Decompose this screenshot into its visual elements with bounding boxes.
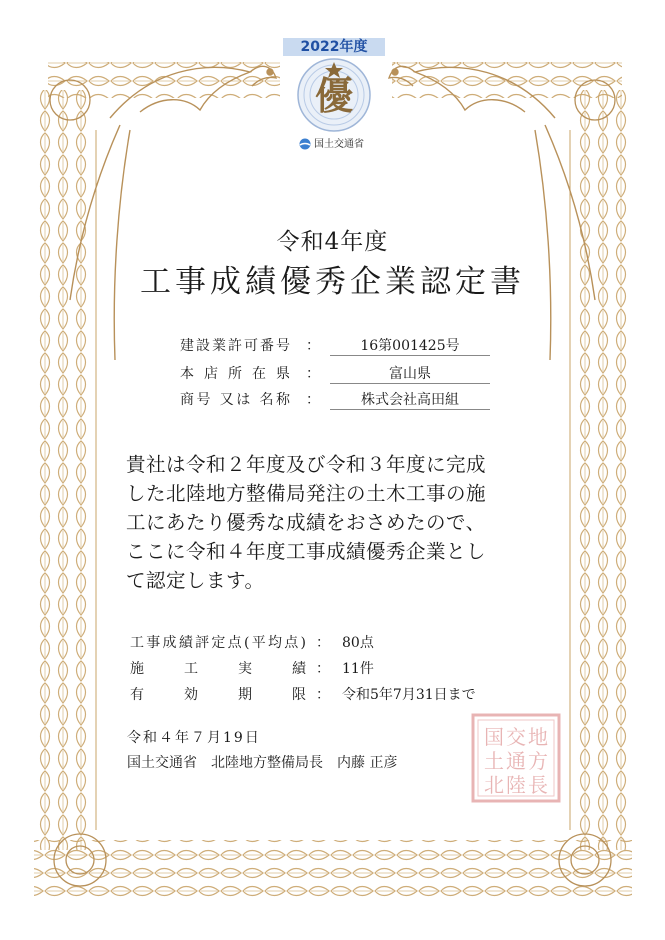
info-colon: ： — [306, 392, 320, 408]
certificate-year-title: 令和4年度 — [276, 229, 389, 255]
info-value: 富山県 — [389, 366, 431, 382]
info-row-license — [170, 333, 490, 357]
stat-row-score — [130, 632, 550, 654]
body-line: 貴社は令和２年度及び令和３年度に完成 — [126, 453, 487, 476]
phoenix-right-icon — [389, 66, 595, 360]
issuer-title: 北陸地方整備局長 — [211, 755, 323, 771]
stat-row-record — [130, 658, 550, 680]
info-label: 建設業許可番号 — [180, 338, 290, 354]
issuer-line — [127, 752, 411, 772]
issuer-ministry: 国土交通省 — [127, 755, 197, 771]
stat-value: 11件 — [342, 661, 374, 677]
body-line: ここに令和４年度工事成績優秀企業とし — [126, 540, 487, 563]
stat-row-expiry — [130, 684, 550, 706]
stat-colon: ： — [316, 687, 330, 703]
info-value: 株式会社高田組 — [361, 392, 459, 408]
stat-value: 令和5年7月31日まで — [342, 687, 476, 703]
body-line: した北陸地方整備局発注の土木工事の施 — [126, 482, 487, 505]
stat-label: 有効期限 — [130, 687, 306, 703]
svg-text:方: 方 — [528, 749, 548, 773]
info-underline — [330, 355, 490, 356]
svg-text:通: 通 — [506, 749, 526, 773]
info-row-prefecture — [170, 361, 490, 385]
stat-label: 施工実績 — [130, 661, 306, 677]
svg-text:土: 土 — [484, 749, 504, 773]
emblem-ministry — [299, 135, 385, 150]
svg-text:国: 国 — [484, 725, 504, 749]
info-underline — [330, 409, 490, 410]
body-line: て認定します。 — [126, 569, 265, 592]
info-row-company — [170, 387, 490, 411]
phoenix-left-icon — [70, 66, 276, 360]
svg-text:陸: 陸 — [506, 773, 526, 797]
stat-label: 工事成績評定点(平均点) — [130, 635, 306, 651]
stat-value: 80点 — [342, 635, 374, 651]
info-label: 本店所在県 — [180, 366, 290, 382]
info-underline — [330, 383, 490, 384]
emblem-ministry-label: 国土交通省 — [314, 139, 364, 150]
info-colon: ： — [306, 366, 320, 382]
body-line: 工にあたり優秀な成績をおさめたので、 — [126, 511, 486, 534]
stat-colon: ： — [316, 635, 330, 651]
svg-text:長: 長 — [528, 773, 548, 797]
stat-colon: ： — [316, 661, 330, 677]
certificate-title: 工事成績優秀企業認定書 — [140, 264, 525, 300]
svg-text:北: 北 — [484, 773, 504, 797]
info-label: 商号 又は 名称 — [180, 392, 290, 408]
svg-text:地: 地 — [528, 725, 548, 749]
svg-text:交: 交 — [506, 725, 526, 749]
emblem-character: 優 — [314, 73, 353, 118]
issuer-name: 内藤 正彦 — [337, 755, 398, 771]
info-colon: ： — [306, 338, 320, 354]
official-seal-icon — [470, 712, 562, 804]
award-emblem — [283, 38, 385, 153]
issue-date: 令和４年７月19日 — [127, 730, 261, 746]
certificate-body — [126, 450, 556, 595]
emblem-year: 2022年度 — [283, 38, 385, 56]
ministry-logo-icon — [299, 138, 311, 150]
info-value: 16第001425号 — [360, 338, 460, 354]
